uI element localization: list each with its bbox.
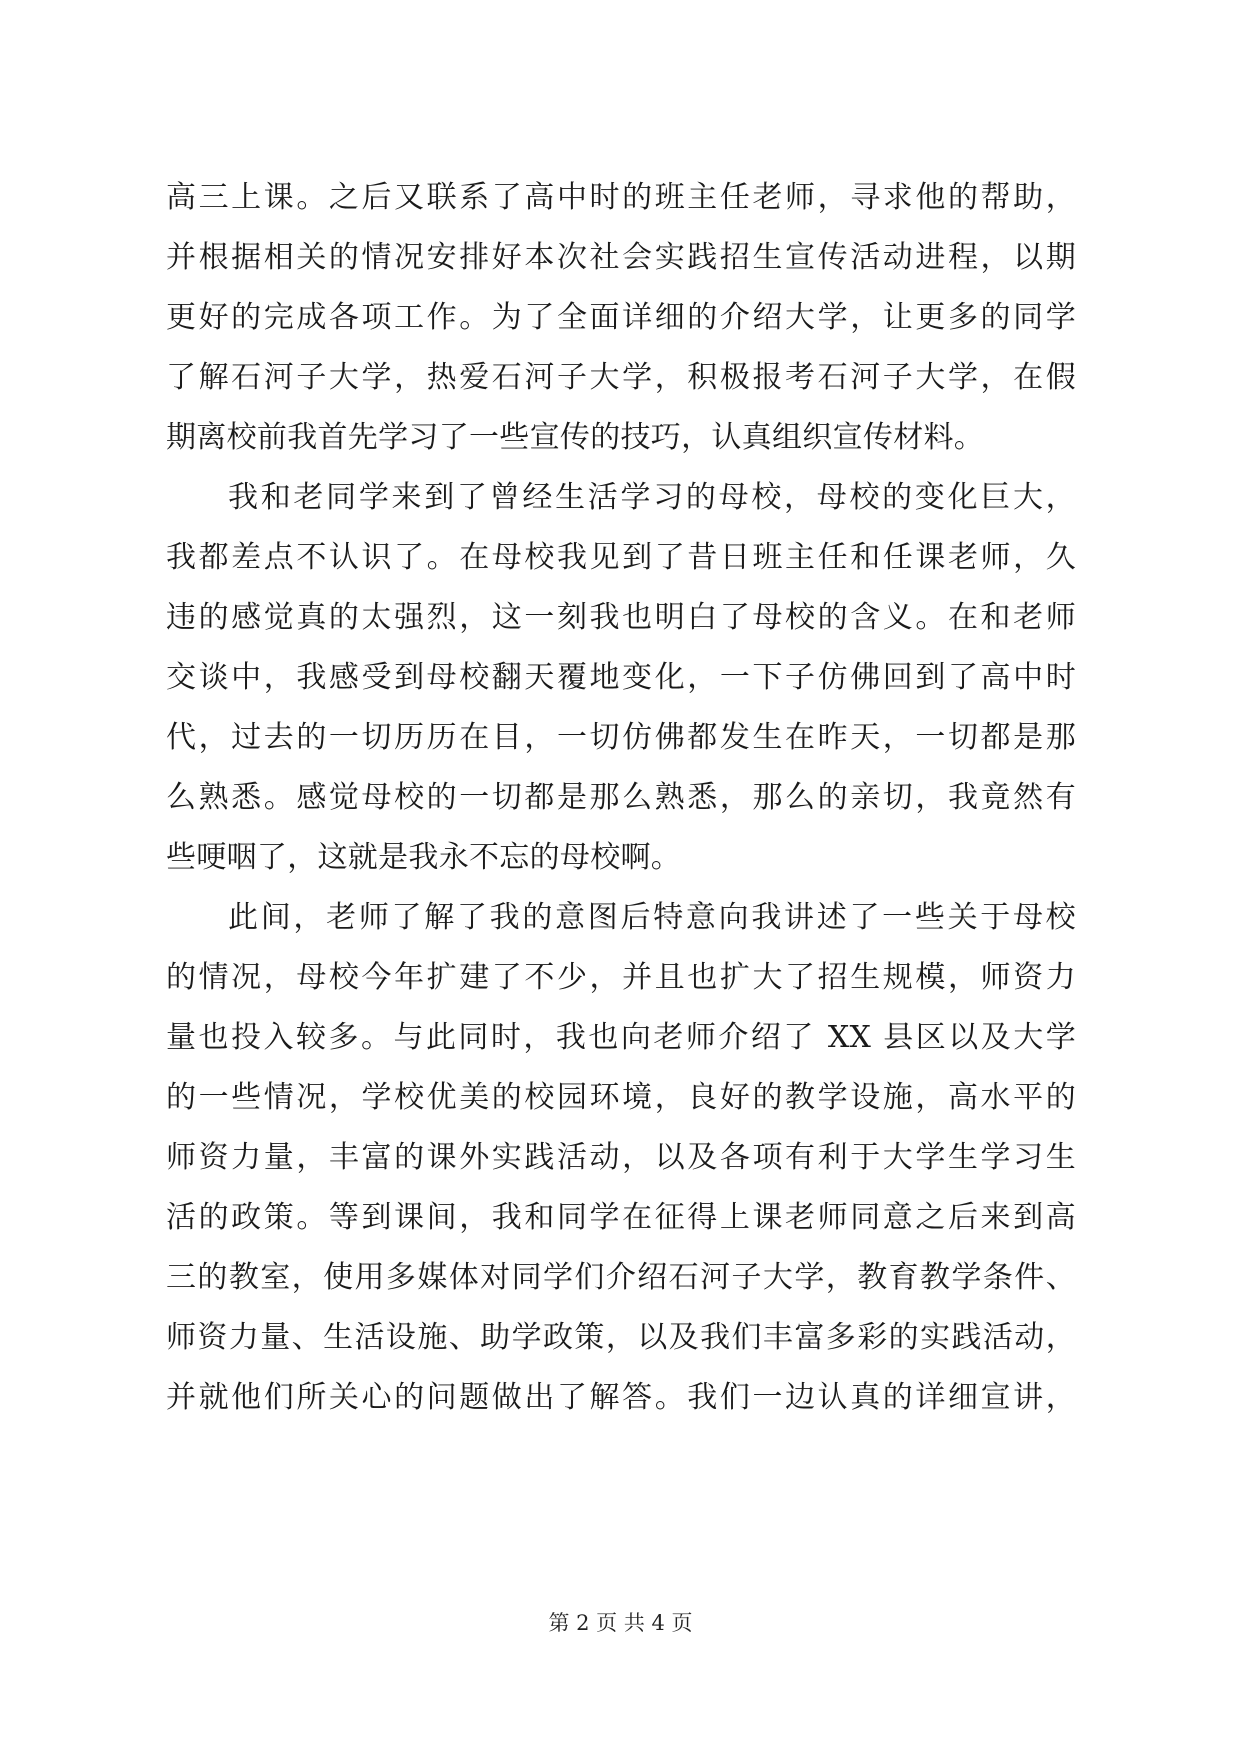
text-line: 我都差点不认识了。在母校我见到了昔日班主任和任课老师，久 <box>166 540 1076 575</box>
text-line: 三的教室，使用多媒体对同学们介绍石河子大学，教育教学条件、 <box>166 1260 1076 1295</box>
text-line: 期离校前我首先学习了一些宣传的技巧，认真组织宣传材料。 <box>166 420 985 455</box>
text-line: 量也投入较多。与此同时，我也向老师介绍了 XX 县区以及大学 <box>166 1020 1076 1055</box>
text-line: 师资力量、生活设施、助学政策，以及我们丰富多彩的实践活动， <box>166 1320 1076 1355</box>
text-line: 违的感觉真的太强烈，这一刻我也明白了母校的含义。在和老师 <box>166 600 1076 635</box>
text-line: 高三上课。之后又联系了高中时的班主任老师，寻求他的帮助， <box>166 180 1076 215</box>
text-line: 我和老同学来到了曾经生活学习的母校，母校的变化巨大， <box>228 480 1076 515</box>
text-line: 活的政策。等到课间，我和同学在征得上课老师同意之后来到高 <box>166 1200 1076 1235</box>
page-footer: 第 2 页 共 4 页 <box>548 1611 693 1635</box>
text-line: 的情况，母校今年扩建了不少，并且也扩大了招生规模，师资力 <box>166 960 1076 995</box>
text-line: 更好的完成各项工作。为了全面详细的介绍大学，让更多的同学 <box>166 300 1076 335</box>
text-line: 交谈中，我感受到母校翻天覆地变化，一下子仿佛回到了高中时 <box>166 660 1076 695</box>
text-line: 么熟悉。感觉母校的一切都是那么熟悉，那么的亲切，我竟然有 <box>166 780 1076 815</box>
text-line: 此间，老师了解了我的意图后特意向我讲述了一些关于母校 <box>228 900 1076 935</box>
text-line: 的一些情况，学校优美的校园环境，良好的教学设施，高水平的 <box>166 1080 1076 1115</box>
text-line: 代，过去的一切历历在目，一切仿佛都发生在昨天，一切都是那 <box>166 720 1076 755</box>
paragraph <box>166 468 1076 888</box>
document-body <box>166 168 1076 1428</box>
text-line: 了解石河子大学，热爱石河子大学，积极报考石河子大学，在假 <box>166 360 1076 395</box>
text-line: 并就他们所关心的问题做出了解答。我们一边认真的详细宣讲， <box>166 1380 1076 1415</box>
paragraph <box>166 888 1076 1428</box>
text-line: 师资力量，丰富的课外实践活动，以及各项有利于大学生学习生 <box>166 1140 1076 1175</box>
text-line: 并根据相关的情况安排好本次社会实践招生宣传活动进程，以期 <box>166 240 1076 275</box>
paragraph <box>166 168 1076 468</box>
text-line: 些哽咽了，这就是我永不忘的母校啊。 <box>166 840 682 875</box>
